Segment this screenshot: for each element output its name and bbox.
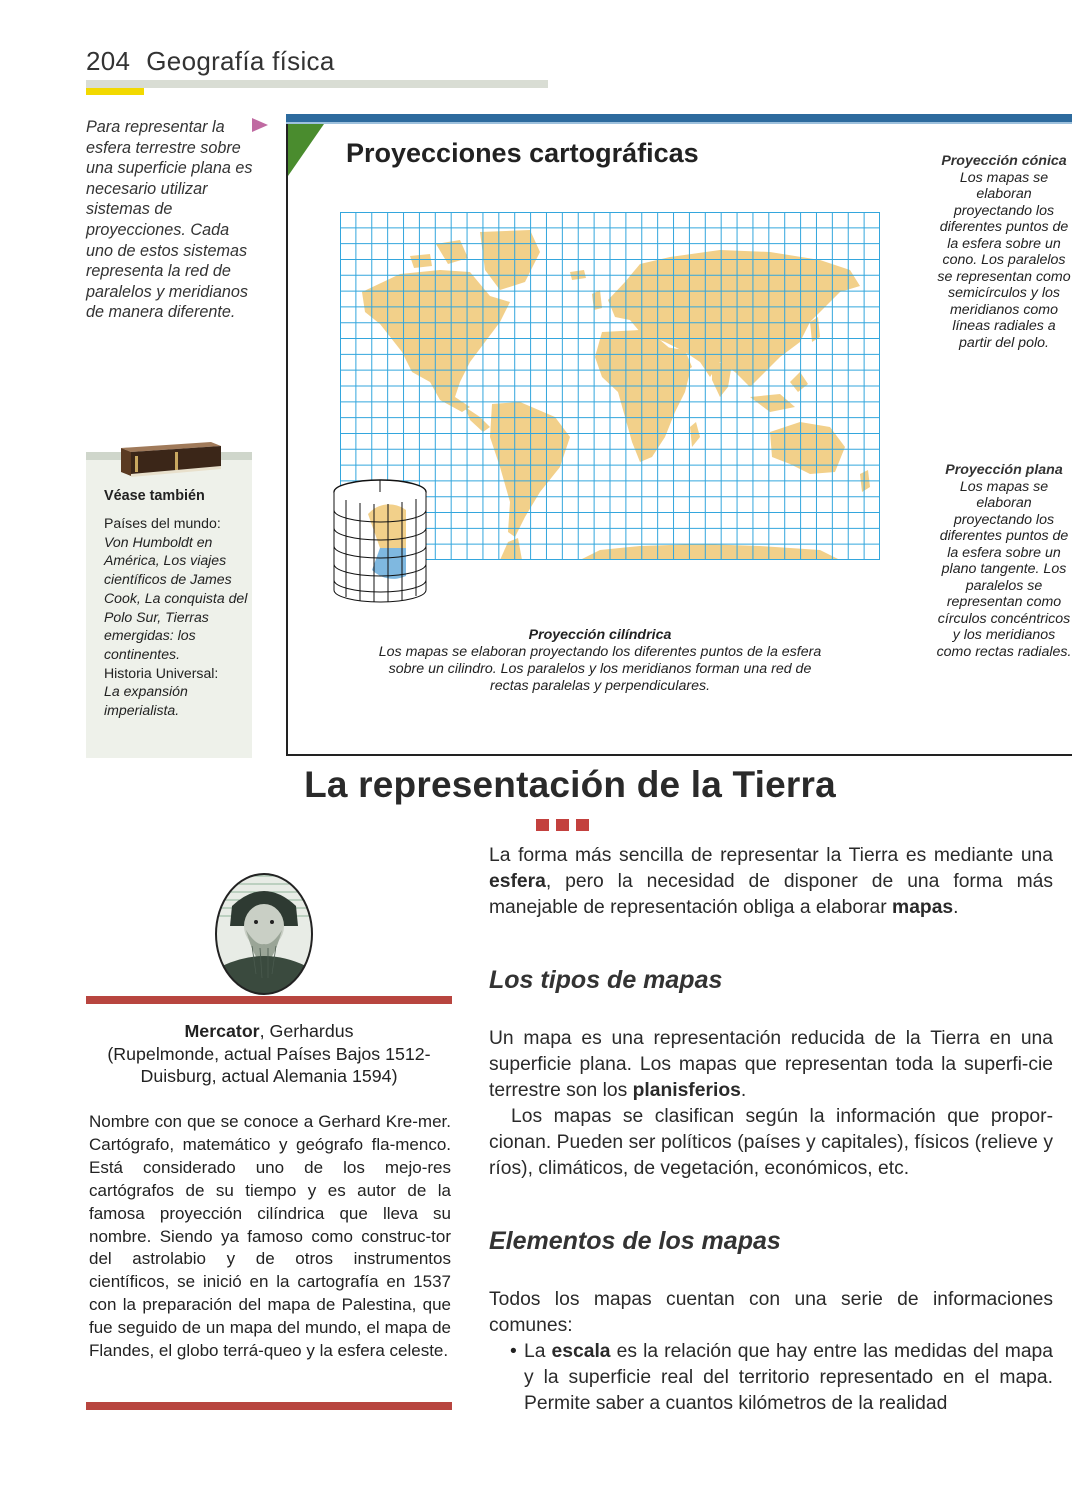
caption-planar-text: Los mapas se elaboran proyectando los diferentes puntos de la esfera sobre un plano tangente. Los paralelos se representan como círculos concéntricos y los meridianos como rectas radiales. [936,478,1072,660]
text-run: . [740,1080,747,1101]
section-heading: Los tipos de mapas [489,966,723,994]
see-also-box [86,452,252,758]
article-intro [489,843,1053,921]
biography-header [86,1020,452,1088]
see-also-title: Véase también [104,488,205,504]
header-accent [86,88,144,95]
caption-cylindrical [372,627,828,695]
biography-top-rule [86,996,452,1004]
arrow-right-icon [252,118,268,132]
text-run: La forma más sencilla de representar la Tierra es mediante una [489,845,1053,866]
article-title: La representación de la Tierra [304,764,836,805]
text-run: es la relación que hay entre las medidas del mapa y la superficie real del territorio representado en el mapa. Permite saber a cuantos kilómetros de la realidad [524,1341,1054,1414]
projections-title: Proyecciones cartográficas [346,138,699,168]
title-ornament-square [556,819,569,831]
caption-cylindrical-title: Proyección cilíndrica [528,627,672,643]
text-run-bold: escala [551,1341,611,1362]
projections-top-bar [286,114,1072,122]
page-header [86,46,335,77]
text-run: , pero la necesidad de disponer de una forma más manejable de representación obliga a elaborar [489,871,1053,918]
section-paragraph: Los mapas se clasifican según la información que propor-cionan. Pueden ser políticos (países y capitales), físicos (relieve y ríos), climáticos, de vegetación, económicos, etc. [489,1106,1053,1179]
caption-conic [936,153,1072,351]
text-run-bold: mapas [892,897,954,918]
header-rule [86,80,548,88]
caption-planar [936,462,1072,660]
see-also-text [104,514,250,720]
see-also-category: Historia Universal: [104,664,219,681]
mercator-portrait [212,866,316,996]
biography-dates: (Rupelmonde, actual Países Bajos 1512-Duisburg, actual Alemania 1594) [107,1043,431,1087]
biography-bottom-rule [86,1402,452,1410]
bullet-item [489,1339,1053,1417]
text-run: Un mapa es una representación reducida de la Tierra en una superficie plana. Los mapas que representan toda la superfi-cie terrestre son los [489,1028,1053,1101]
text-run-bold: esfera [489,871,546,892]
biography-name: Mercator [184,1021,260,1041]
projections-corner-accent [288,124,324,176]
caption-cylindrical-text: Los mapas se elaboran proyectando los diferentes puntos de la esfera sobre un cilindro. Los paralelos y los meridianos forman una red de rectas paralelas y perpendiculares. [378,644,822,694]
sidebar-intro: Para representar la esfera terrestre sobre una superficie plana es necesario utilizar sistemas de proyecciones. Cada uno de estos sistemas representa la red de paralelos y meridianos de manera diferente. [86,118,253,322]
caption-conic-text: Los mapas se elaboran proyectando los diferentes puntos de la esfera sobre un cono. Los paralelos se representan como semicírculos y los meridianos como líneas radiales a partir del polo. [937,169,1071,351]
section-paragraph: Todos los mapas cuentan con una serie de informaciones comunes: [489,1289,1053,1336]
projections-top-bar-light [286,122,1072,124]
book-icon [115,438,223,478]
title-ornament-square [576,819,589,831]
bullet-marker: • [510,1341,517,1362]
section-heading: Elementos de los mapas [489,1227,781,1255]
biography-first-name: , Gerhardus [259,1021,354,1041]
section-paragraph [489,1026,1053,1104]
caption-conic-title: Proyección cónica [941,153,1067,169]
cylinder-projection-illustration [328,470,432,612]
caption-planar-title: Proyección plana [945,462,1063,478]
biography-text: Nombre con que se conoce a Gerhard Kre-mer. Cartógrafo, matemático y geógrafo fla-menco. Está considerado uno de los mejo-res cartógrafos de su tiempo y es autor de la famosa proyección cilíndrica que lleva su nombre. Siendo ya famoso como construc-tor del astrolabio y de otros instrumentos científicos, se inició en la cartografía en 1537 con la preparación del mapa de Palestina, que fue seguido de un mapa del mundo, el mapa de Flandes, el globo terrá-queo y la esfera celeste. [89,1112,451,1361]
text-run: . [953,897,959,918]
title-ornament-square [536,819,549,831]
text-run-bold: planisferios [632,1080,741,1101]
section-title: Geografía física [146,46,335,76]
see-also-links[interactable]: La expansión imperialista. [104,683,188,719]
text-run: La [524,1341,552,1362]
page-number: 204 [86,46,131,76]
see-also-links[interactable]: Von Humboldt en América, Los viajes científicos de James Cook, La conquista del Polo Sur, Tierras emergidas: los continentes. [104,533,248,662]
see-also-category: Países del mundo: [104,515,221,531]
